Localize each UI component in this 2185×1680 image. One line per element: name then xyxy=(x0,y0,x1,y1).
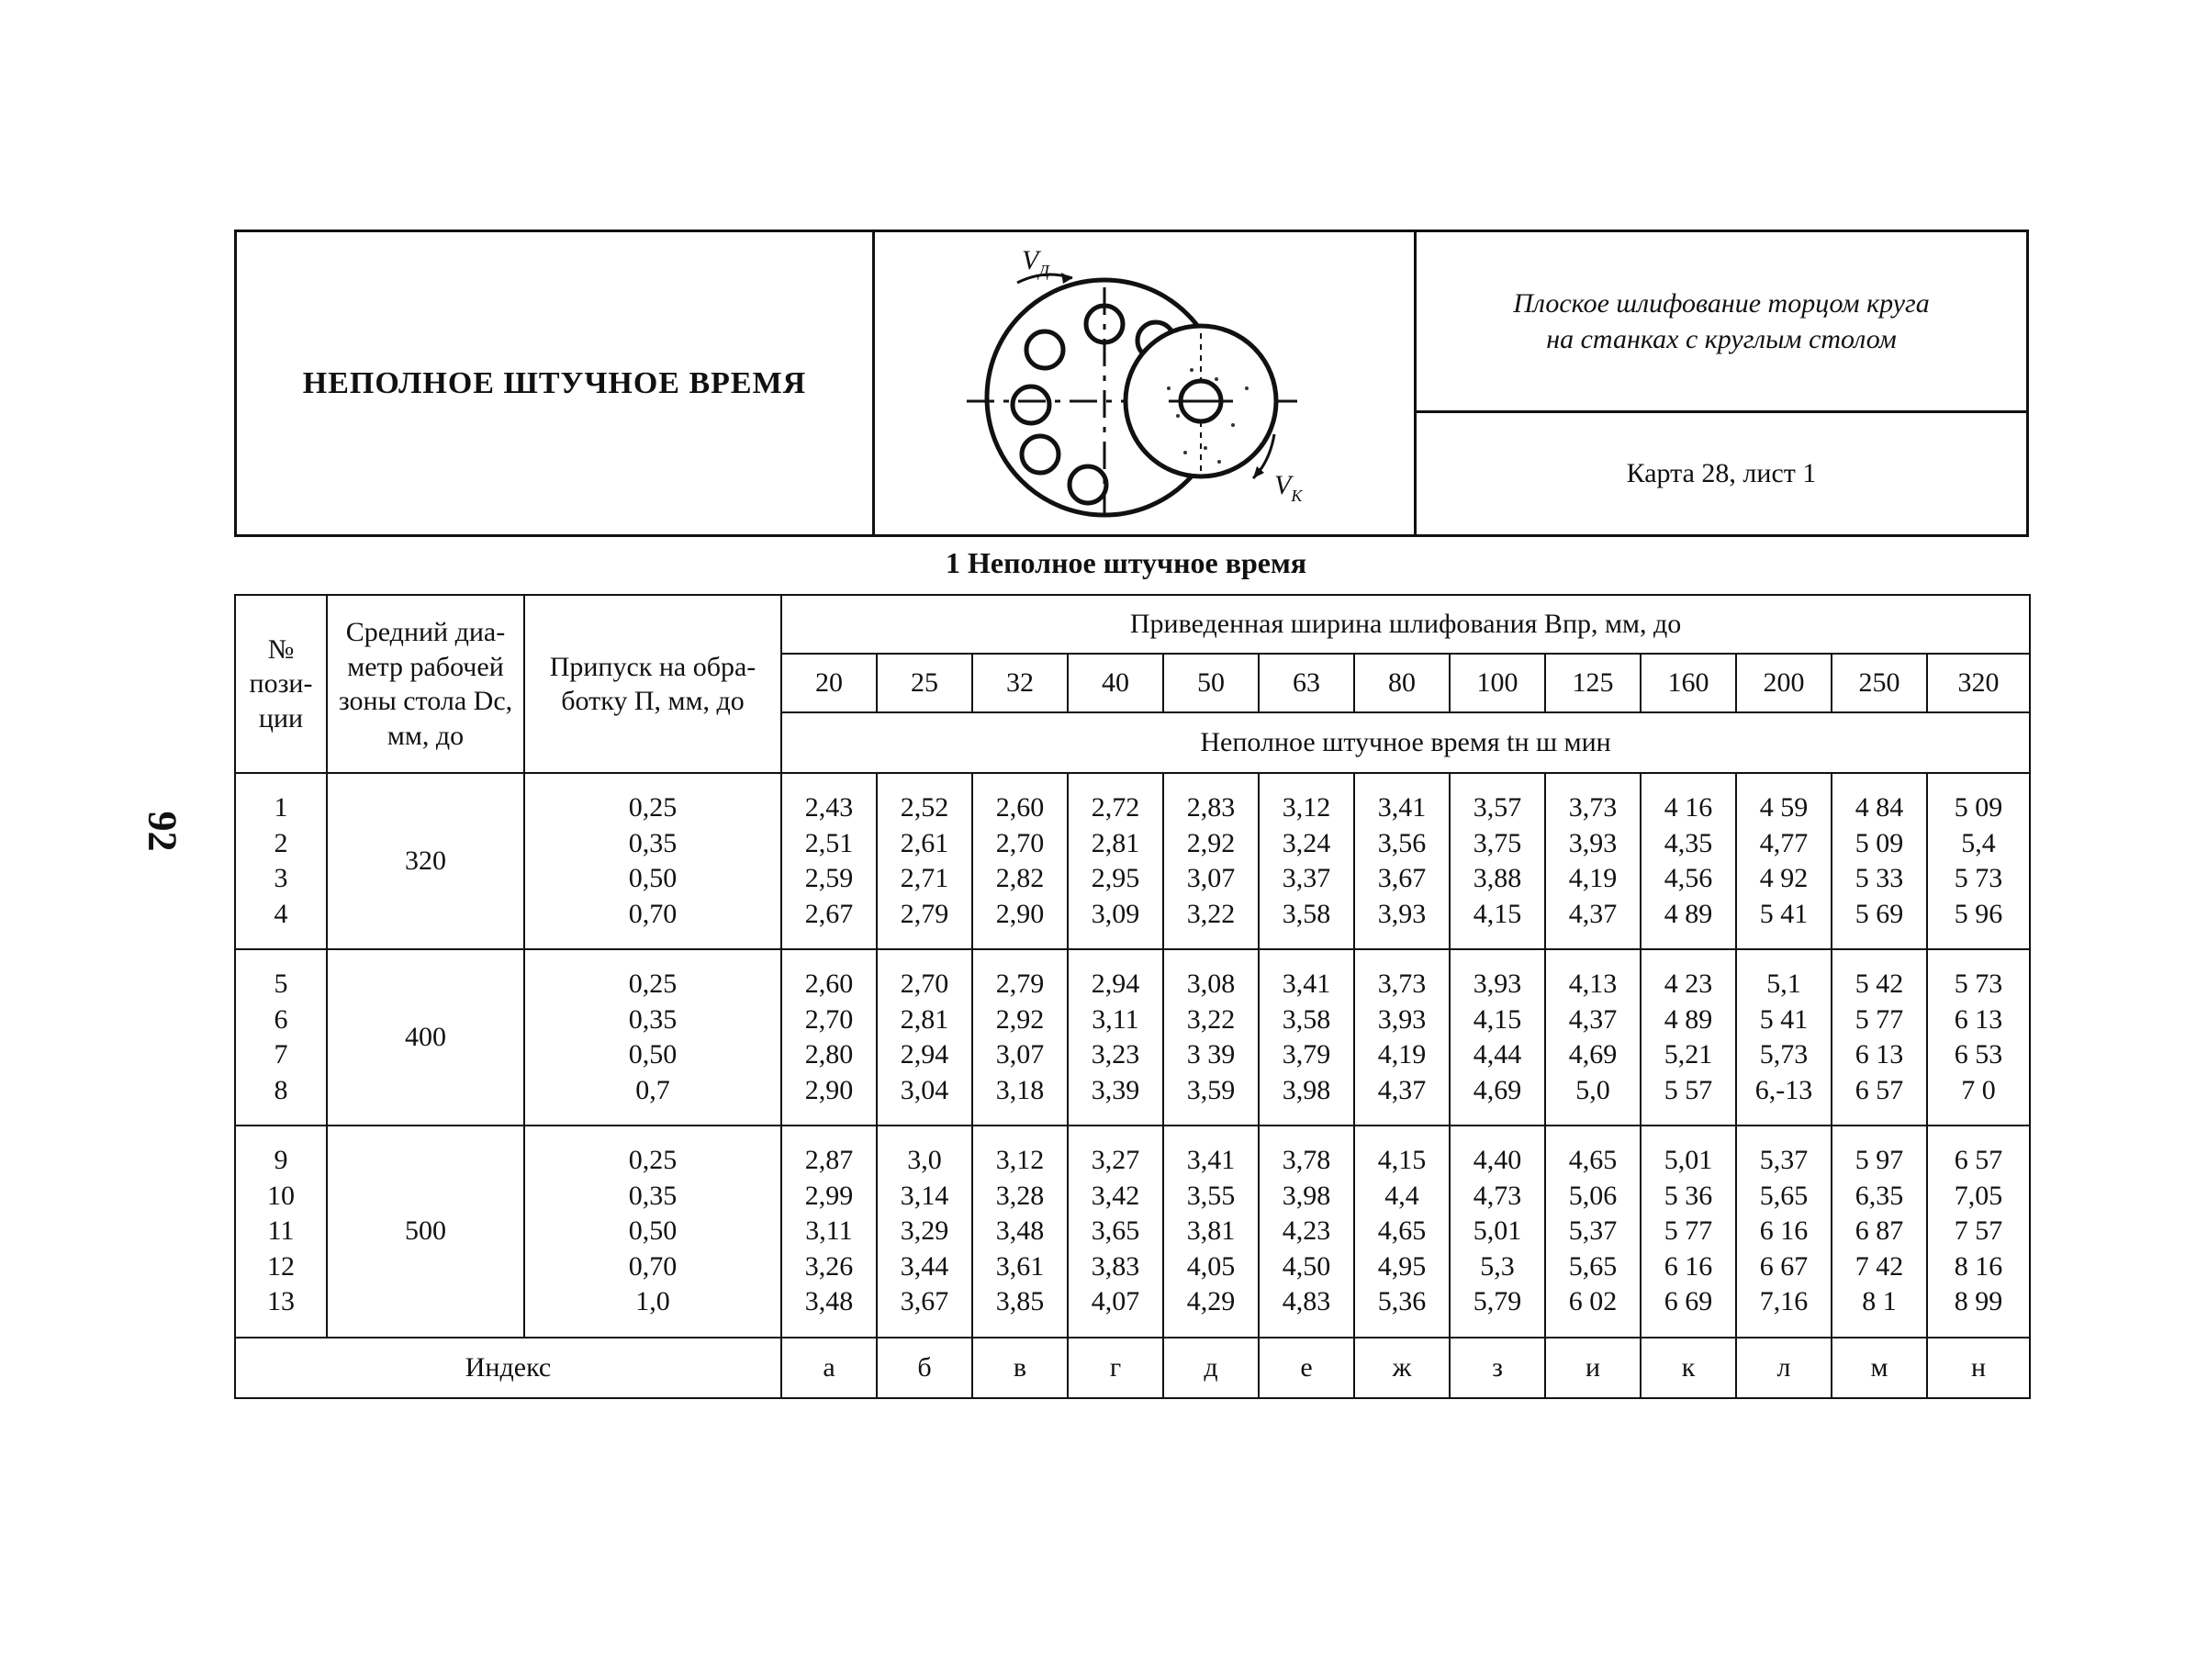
position-cell xyxy=(235,773,327,949)
time-cell xyxy=(1736,1126,1832,1338)
time-value: 5 97 xyxy=(1854,1145,1904,1175)
time-cell xyxy=(1163,949,1259,1126)
width-value: 80 xyxy=(1354,654,1450,712)
diameter-cell: 400 xyxy=(327,949,524,1126)
time-value: 3,61 xyxy=(995,1250,1045,1282)
time-value: 2,51 xyxy=(804,827,854,858)
diameter-cell: 500 xyxy=(327,1126,524,1338)
time-value: 5 73 xyxy=(1954,969,2003,999)
time-cell xyxy=(877,1126,972,1338)
time-value: 5 41 xyxy=(1759,1003,1809,1035)
time-value: 2,60 xyxy=(995,792,1045,823)
allowance-cell-value: 0,50 xyxy=(628,1215,678,1246)
time-value: 3,98 xyxy=(1282,1074,1331,1105)
time-value: 4 89 xyxy=(1664,898,1713,929)
position-cell-value: 7 xyxy=(274,1039,288,1070)
time-cell xyxy=(1736,949,1832,1126)
time-value: 2,71 xyxy=(900,863,949,893)
index-cell: в xyxy=(972,1338,1068,1398)
time-value: 7 57 xyxy=(1954,1215,2003,1246)
time-value: 3,26 xyxy=(804,1250,854,1282)
time-cell xyxy=(877,773,972,949)
position-cell-value: 2 xyxy=(274,827,288,858)
section-title: 1 Неполное штучное время xyxy=(946,546,1307,579)
time-value: 4,69 xyxy=(1473,1074,1522,1105)
width-value: 40 xyxy=(1068,654,1163,712)
position-cell-value: 3 xyxy=(274,863,288,893)
time-cell xyxy=(1545,949,1641,1126)
time-value: 4,35 xyxy=(1664,827,1713,858)
time-value: 3,22 xyxy=(1186,898,1236,929)
time-value: 2,83 xyxy=(1186,792,1236,823)
time-cell xyxy=(1068,949,1163,1126)
time-value: 2,95 xyxy=(1091,863,1140,893)
time-cell xyxy=(1450,1126,1545,1338)
allowance-cell-value: 0,25 xyxy=(628,969,678,999)
table-body xyxy=(235,773,2030,1338)
time-cell xyxy=(1068,1126,1163,1338)
time-value: 2,92 xyxy=(995,1003,1045,1035)
time-value: 2,72 xyxy=(1091,792,1140,823)
index-cell: л xyxy=(1736,1338,1832,1398)
time-value: 3,23 xyxy=(1091,1039,1140,1070)
time-value: 3,75 xyxy=(1473,827,1522,858)
time-value: 3,79 xyxy=(1282,1039,1331,1070)
time-value: 5,06 xyxy=(1568,1180,1618,1211)
time-value: 3,81 xyxy=(1186,1215,1236,1246)
time-value: 3,41 xyxy=(1186,1145,1236,1175)
time-value: 6 02 xyxy=(1568,1286,1618,1316)
time-cell xyxy=(1927,949,2030,1126)
time-cell xyxy=(1736,773,1832,949)
time-cell xyxy=(972,949,1068,1126)
time-value: 5 77 xyxy=(1854,1003,1904,1035)
time-value: 3,93 xyxy=(1473,969,1522,999)
time-cell xyxy=(1068,773,1163,949)
time-value: 8 1 xyxy=(1862,1286,1897,1316)
time-value: 6 57 xyxy=(1854,1074,1904,1105)
time-cell xyxy=(1927,773,2030,949)
time-value: 6 13 xyxy=(1954,1003,2003,1035)
time-cell xyxy=(1259,1126,1354,1338)
time-value: 4,15 xyxy=(1473,1003,1522,1035)
time-value: 5,1 xyxy=(1766,969,1801,999)
time-value: 4,37 xyxy=(1377,1074,1427,1105)
time-cell xyxy=(1641,1126,1736,1338)
time-value: 3,12 xyxy=(1282,792,1331,823)
time-cell xyxy=(1354,773,1450,949)
grinding-diagram xyxy=(875,232,1417,534)
index-cell: б xyxy=(877,1338,972,1398)
time-cell xyxy=(1832,1126,1927,1338)
time-value: 4,15 xyxy=(1473,898,1522,929)
position-cell-value: 13 xyxy=(267,1286,295,1316)
width-value: 20 xyxy=(781,654,877,712)
width-value: 25 xyxy=(877,654,972,712)
time-value: 3,67 xyxy=(1377,863,1427,893)
time-cell xyxy=(972,1126,1068,1338)
position-cell-value: 4 xyxy=(274,898,288,929)
time-value: 5,0 xyxy=(1575,1074,1610,1105)
time-value: 2,94 xyxy=(900,1039,949,1070)
time-cell xyxy=(1259,773,1354,949)
time-value: 4,44 xyxy=(1473,1039,1522,1070)
index-cell: к xyxy=(1641,1338,1736,1398)
time-value: 6 67 xyxy=(1759,1250,1809,1282)
time-cell xyxy=(1832,773,1927,949)
time-value: 4,69 xyxy=(1568,1039,1618,1070)
description-line-1: Плоское шлифование торцом круга xyxy=(1513,288,1930,319)
time-value: 4 84 xyxy=(1854,792,1904,823)
time-value: 5,65 xyxy=(1759,1180,1809,1211)
time-cell xyxy=(1832,949,1927,1126)
time-value: 2,81 xyxy=(1091,827,1140,858)
time-value: 7 42 xyxy=(1854,1250,1904,1282)
time-value: 5,01 xyxy=(1664,1145,1713,1175)
allowance-cell-value: 0,25 xyxy=(628,792,678,823)
time-value: 5,79 xyxy=(1473,1286,1522,1316)
table-group-row xyxy=(235,949,2030,1126)
time-value: 3,93 xyxy=(1568,827,1618,858)
time-cell xyxy=(781,773,877,949)
time-value: 4 59 xyxy=(1759,792,1809,823)
time-value: 3,42 xyxy=(1091,1180,1140,1211)
time-value: 5,01 xyxy=(1473,1215,1522,1246)
time-value: 3,67 xyxy=(900,1286,949,1316)
index-cell: а xyxy=(781,1338,877,1398)
time-value: 2,90 xyxy=(995,898,1045,929)
time-value: 4 16 xyxy=(1664,792,1713,823)
time-value: 3,65 xyxy=(1091,1215,1140,1246)
table-group-row xyxy=(235,1126,2030,1338)
time-header: Неполное штучное время tн ш мин xyxy=(781,712,2030,773)
time-value: 4,50 xyxy=(1282,1250,1331,1282)
time-cell xyxy=(1641,773,1736,949)
time-value: 3,55 xyxy=(1186,1180,1236,1211)
vd-label: $V_Д$ xyxy=(1022,245,1049,280)
time-value: 3,85 xyxy=(995,1286,1045,1316)
time-value: 3,58 xyxy=(1282,1003,1331,1035)
time-table xyxy=(234,594,2031,1399)
time-value: 4,40 xyxy=(1473,1145,1522,1175)
time-value: 3,93 xyxy=(1377,898,1427,929)
time-value: 5,37 xyxy=(1759,1145,1809,1175)
time-value: 2,99 xyxy=(804,1180,854,1211)
time-cell xyxy=(781,1126,877,1338)
time-cell xyxy=(1163,773,1259,949)
time-value: 3,08 xyxy=(1186,969,1236,999)
time-cell xyxy=(1641,949,1736,1126)
time-value: 3,37 xyxy=(1282,863,1331,893)
allowance-cell-value: 0,50 xyxy=(628,863,678,893)
time-value: 4,19 xyxy=(1377,1039,1427,1070)
time-value: 4 89 xyxy=(1664,1003,1713,1035)
time-value: 7,05 xyxy=(1954,1180,2003,1211)
index-row xyxy=(235,1338,2030,1398)
document-title: НЕПОЛНОЕ ШТУЧНОЕ ВРЕМЯ xyxy=(237,232,875,534)
time-value: 3,11 xyxy=(805,1215,853,1246)
time-value: 2,43 xyxy=(804,792,854,823)
index-cell: д xyxy=(1163,1338,1259,1398)
time-value: 6 53 xyxy=(1954,1039,2003,1070)
time-value: 7,16 xyxy=(1759,1286,1809,1316)
index-cell: е xyxy=(1259,1338,1354,1398)
time-value: 6 16 xyxy=(1759,1215,1809,1246)
time-value: 3,93 xyxy=(1377,1003,1427,1035)
time-value: 4,05 xyxy=(1186,1250,1236,1282)
diameter-cell: 320 xyxy=(327,773,524,949)
time-value: 3,07 xyxy=(1186,863,1236,893)
time-value: 5 69 xyxy=(1854,898,1904,929)
time-value: 4,4 xyxy=(1384,1180,1419,1211)
page-number: 92 xyxy=(140,811,185,852)
index-cell: ж xyxy=(1354,1338,1450,1398)
time-value: 2,94 xyxy=(1091,969,1140,999)
time-value: 6 69 xyxy=(1664,1286,1713,1316)
time-value: 4 92 xyxy=(1759,863,1809,893)
time-value: 2,92 xyxy=(1186,827,1236,858)
time-value: 4,37 xyxy=(1568,1003,1618,1035)
time-cell xyxy=(1354,949,1450,1126)
time-value: 3,14 xyxy=(900,1180,949,1211)
time-value: 5 96 xyxy=(1954,898,2003,929)
time-value: 2,79 xyxy=(900,898,949,929)
time-value: 5,65 xyxy=(1568,1250,1618,1282)
time-value: 4,73 xyxy=(1473,1180,1522,1211)
time-value: 5 09 xyxy=(1954,792,2003,823)
time-value: 3,39 xyxy=(1091,1074,1140,1105)
time-value: 7 0 xyxy=(1961,1074,1996,1105)
time-value: 6,-13 xyxy=(1754,1074,1813,1105)
time-value: 6,35 xyxy=(1854,1180,1904,1211)
time-cell xyxy=(1259,949,1354,1126)
index-cell: н xyxy=(1927,1338,2030,1398)
time-value: 8 16 xyxy=(1954,1250,2003,1282)
time-value: 3,11 xyxy=(1092,1003,1139,1035)
position-cell-value: 12 xyxy=(267,1250,295,1282)
column-header-diameter: Средний диа-метр рабочей зоны стола Dc, мм, до xyxy=(327,595,524,773)
time-value: 2,59 xyxy=(804,863,854,893)
time-cell xyxy=(1354,1126,1450,1338)
time-value: 6 16 xyxy=(1664,1250,1713,1282)
width-value: 100 xyxy=(1450,654,1545,712)
time-value: 5 57 xyxy=(1664,1074,1713,1105)
time-value: 5 42 xyxy=(1854,969,1904,999)
width-value: 63 xyxy=(1259,654,1354,712)
time-value: 5 77 xyxy=(1664,1215,1713,1246)
time-value: 6 87 xyxy=(1854,1215,1904,1246)
card-number: Карта 28, лист 1 xyxy=(1626,458,1817,488)
position-cell-value: 5 xyxy=(274,969,288,999)
description-line-2: на станках с круглым столом xyxy=(1546,324,1897,354)
time-cell xyxy=(1450,949,1545,1126)
time-value: 4,23 xyxy=(1282,1215,1331,1246)
time-value: 4,07 xyxy=(1091,1286,1140,1316)
time-value: 4,19 xyxy=(1568,863,1618,893)
time-value: 4,95 xyxy=(1377,1250,1427,1282)
time-value: 5,36 xyxy=(1377,1286,1427,1316)
time-value: 3,41 xyxy=(1377,792,1427,823)
time-value: 3,48 xyxy=(804,1286,854,1316)
vk-label: $V_К$ xyxy=(1274,470,1303,505)
time-value: 3,09 xyxy=(1091,898,1140,929)
time-value: 5,4 xyxy=(1961,827,1996,858)
time-value: 3,27 xyxy=(1091,1145,1140,1175)
index-label: Индекс xyxy=(235,1338,781,1398)
time-value: 2,67 xyxy=(804,898,854,929)
operation-description xyxy=(1417,232,2026,413)
column-header-allowance: Припуск на обра-ботку П, мм, до xyxy=(524,595,781,773)
time-value: 2,87 xyxy=(804,1145,854,1175)
time-value: 3,57 xyxy=(1473,792,1522,823)
allowance-cell-value: 0,25 xyxy=(628,1145,678,1175)
time-value: 4,56 xyxy=(1664,863,1713,893)
time-value: 2,61 xyxy=(900,827,949,858)
position-cell-value: 1 xyxy=(274,792,288,823)
time-value: 4,15 xyxy=(1377,1145,1427,1175)
position-cell xyxy=(235,1126,327,1338)
time-value: 3,0 xyxy=(907,1145,942,1175)
time-value: 3,12 xyxy=(995,1145,1045,1175)
time-value: 5,37 xyxy=(1568,1215,1618,1246)
allowance-cell xyxy=(524,1126,781,1338)
index-cell: г xyxy=(1068,1338,1163,1398)
time-value: 3,44 xyxy=(900,1250,949,1282)
time-value: 3,18 xyxy=(995,1074,1045,1105)
position-cell xyxy=(235,949,327,1126)
time-value: 3,83 xyxy=(1091,1250,1140,1282)
time-value: 5 41 xyxy=(1759,898,1809,929)
time-value: 3,59 xyxy=(1186,1074,1236,1105)
index-cell: и xyxy=(1545,1338,1641,1398)
time-value: 3,73 xyxy=(1377,969,1427,999)
time-cell xyxy=(1545,773,1641,949)
column-header-position: № пози-ции xyxy=(235,595,327,773)
time-value: 3,07 xyxy=(995,1039,1045,1070)
time-cell xyxy=(972,773,1068,949)
allowance-cell xyxy=(524,773,781,949)
time-value: 4,65 xyxy=(1377,1215,1427,1246)
allowance-cell-value: 0,7 xyxy=(635,1074,670,1105)
time-value: 5 09 xyxy=(1854,827,1904,858)
time-value: 3,28 xyxy=(995,1180,1045,1211)
time-value: 3,29 xyxy=(900,1215,949,1246)
time-value: 4,83 xyxy=(1282,1286,1331,1316)
position-cell-value: 8 xyxy=(274,1074,288,1105)
time-cell xyxy=(1163,1126,1259,1338)
time-value: 5 36 xyxy=(1664,1180,1713,1211)
table-group-row xyxy=(235,773,2030,949)
time-value: 5,73 xyxy=(1759,1039,1809,1070)
time-value: 4,77 xyxy=(1759,827,1809,858)
position-cell-value: 6 xyxy=(274,1003,288,1035)
width-value: 125 xyxy=(1545,654,1641,712)
index-cell: м xyxy=(1832,1338,1927,1398)
time-cell xyxy=(1545,1126,1641,1338)
index-cell: з xyxy=(1450,1338,1545,1398)
time-value: 2,90 xyxy=(804,1074,854,1105)
time-value: 5,3 xyxy=(1480,1250,1515,1282)
time-value: 6 57 xyxy=(1954,1145,2003,1175)
width-value: 32 xyxy=(972,654,1068,712)
time-value: 2,70 xyxy=(804,1003,854,1035)
allowance-cell-value: 0,35 xyxy=(628,1003,678,1035)
width-header: Приведенная ширина шлифования Впр, мм, до xyxy=(781,595,2030,654)
time-value: 4 23 xyxy=(1664,969,1713,999)
time-value: 3,22 xyxy=(1186,1003,1236,1035)
time-value: 2,80 xyxy=(804,1039,854,1070)
time-value: 4,65 xyxy=(1568,1145,1618,1175)
time-value: 5,21 xyxy=(1664,1039,1713,1070)
time-value: 3,58 xyxy=(1282,898,1331,929)
time-value: 3,56 xyxy=(1377,827,1427,858)
card-header xyxy=(234,230,2029,537)
position-cell-value: 11 xyxy=(267,1215,295,1246)
time-value: 4,13 xyxy=(1568,969,1618,999)
time-value: 3,73 xyxy=(1568,792,1618,823)
time-value: 5 33 xyxy=(1854,863,1904,893)
allowance-cell-value: 0,35 xyxy=(628,1180,678,1211)
time-value: 3,04 xyxy=(900,1074,949,1105)
time-value: 2,70 xyxy=(995,827,1045,858)
time-cell xyxy=(877,949,972,1126)
width-value: 250 xyxy=(1832,654,1927,712)
time-value: 3,88 xyxy=(1473,863,1522,893)
time-value: 3,48 xyxy=(995,1215,1045,1246)
time-cell xyxy=(1927,1126,2030,1338)
position-cell-value: 10 xyxy=(267,1180,295,1211)
time-value: 3,98 xyxy=(1282,1180,1331,1211)
width-value: 50 xyxy=(1163,654,1259,712)
width-value: 200 xyxy=(1736,654,1832,712)
time-value: 2,60 xyxy=(804,969,854,999)
allowance-cell-value: 0,70 xyxy=(628,1250,678,1282)
time-cell xyxy=(1450,773,1545,949)
time-value: 6 13 xyxy=(1854,1039,1904,1070)
allowance-cell-value: 0,50 xyxy=(628,1039,678,1070)
time-value: 4,29 xyxy=(1186,1286,1236,1316)
allowance-cell-value: 0,70 xyxy=(628,898,678,929)
time-cell xyxy=(781,949,877,1126)
allowance-cell xyxy=(524,949,781,1126)
time-value: 3,24 xyxy=(1282,827,1331,858)
grinding-diagram-illustration xyxy=(875,232,1414,535)
time-value: 3 39 xyxy=(1186,1039,1236,1070)
time-value: 2,81 xyxy=(900,1003,949,1035)
time-value: 8 99 xyxy=(1954,1286,2003,1316)
allowance-cell-value: 0,35 xyxy=(628,827,678,858)
position-cell-value: 9 xyxy=(274,1145,288,1175)
width-value: 320 xyxy=(1927,654,2030,712)
time-value: 3,41 xyxy=(1282,969,1331,999)
allowance-cell-value: 1,0 xyxy=(635,1286,670,1316)
time-value: 2,82 xyxy=(995,863,1045,893)
time-value: 3,78 xyxy=(1282,1145,1331,1175)
time-value: 4,37 xyxy=(1568,898,1618,929)
time-value: 2,52 xyxy=(900,792,949,823)
time-value: 2,79 xyxy=(995,969,1045,999)
time-value: 5 73 xyxy=(1954,863,2003,893)
width-value: 160 xyxy=(1641,654,1736,712)
time-value: 2,70 xyxy=(900,969,949,999)
